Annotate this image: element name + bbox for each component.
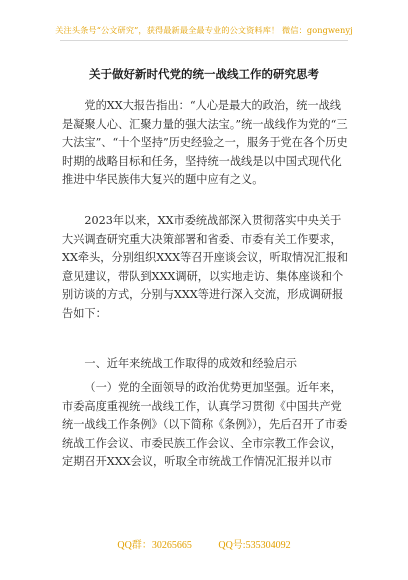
paragraph-1-text: 党的XX大报告指出：“人心是最大的政治，统一战线是凝聚人心、汇聚力量的强大法宝。”统一战线作为党的“三大法宝”、“十个坚持”历史经验之一，服务于党在各个历史时期的战略目标和任务，坚持统一战线是以中国式现代化推进中华民族伟大复兴的题中应有之义。: [62, 99, 348, 186]
paragraph-3: [62, 379, 350, 472]
watermark-header: 关注头条号“公文研究”，获得最新最全最专业的公文资料库！ 微信：gongwenyj: [55, 25, 353, 35]
qq-group-label: QQ群：30265665: [117, 540, 192, 551]
paragraph-1: [62, 97, 350, 190]
watermark-footer: [0, 536, 408, 551]
paragraph-2-text: 2023年以来，XX市委统战部深入贯彻落实中央关于大兴调查研究重大决策部署和省委、市委有关工作要求，XX牵头，分别组织XXX等召开座谈会议，听取情况汇报和意见建议，带队到XXX调研，以实地走访、集体座谈和个别访谈的方式，分别与XXX等进行深入交流，形成调研报告如下：: [62, 214, 348, 320]
section-heading: 一、近年来统战工作取得的成效和经验启示: [84, 357, 297, 370]
paragraph-3-text: （一）党的全面领导的政治优势更加坚强。近年来，市委高度重视统一战线工作，认真学习贯彻《中国共产党统一战线工作条例》（以下简称《条例》），先后召开了市委统战工作会议、市委民族工作会议、全市宗教工作会议，定期召开XXX会议，听取全市统战工作情况汇报并以市: [62, 381, 348, 468]
document-title: 关于做好新时代党的统一战线工作的研究思考: [89, 67, 319, 81]
qq-number-label: QQ号:535304092: [218, 540, 291, 551]
header-divider: [60, 40, 348, 41]
paragraph-2: [62, 212, 350, 323]
